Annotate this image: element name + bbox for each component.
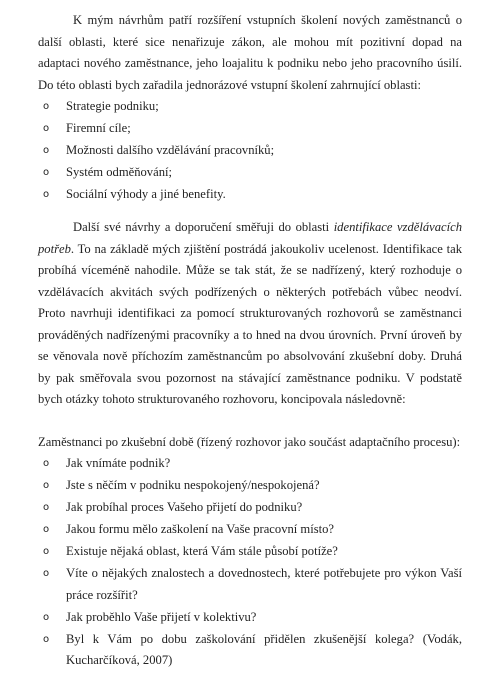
bullet-icon: o [43,480,50,491]
bullet-icon: o [43,633,50,645]
bullet-icon: o [43,167,50,178]
list-item: o Jakou formu mělo zaškolení na Vaše pracovní místo? [38,519,462,541]
list-item: o Možnosti dalšího vzdělávání pracovníků; [38,140,462,162]
list-item: o Jak probíhal proces Vašeho přijetí do podniku? [38,497,462,519]
document-page [38,10,462,672]
bullet-icon: o [43,458,50,469]
bullet-icon: o [43,568,50,579]
list-item: o Jste s něčím v podniku nespokojený/nespokojená? [38,475,462,497]
section-title: Zaměstnanci po zkušební době (řízený rozhovor jako součást adaptačního procesu): [38,434,461,449]
bullet-icon: o [43,101,50,112]
bullet-icon: o [43,123,50,134]
list-item: o Sociální výhody a jiné benefity. [38,184,462,206]
bullet-icon: o [43,546,50,557]
paragraph-needs-identification: Další své návrhy a doporučení směřuji do oblasti identifikace vzdělávacích potřeb. To na základě mých zjištění postrádá jakoukoliv ucelenost. Identifikace tak probíhá víceméně nahodile. Může se tak stát, že se nadřízený, který rozhoduje o vzdělávacích akvitách svých podřízených o některých potřebách vůbec neodví. Proto navrhuji identifikaci za pomocí strukturovaných rozhovorů se zaměstnanci prováděných nadřízenými pracovníky a to hned na dvou úrovních. První úroveň by se věnovala nově příchozím zaměstnancům po absolvování zkušební doby. Druhá by pak směřovala svou pozornost na stávající zaměstnance podniku. V podstatě bych otázky tohoto strukturovaného rozhovoru, koncipovala následovně: [38,220,462,406]
list-item: o Firemní cíle; [38,118,462,140]
list-item: o Jak vnímáte podnik? [38,453,462,475]
bullet-icon: o [43,524,50,535]
paragraph-training-proposals: K mým návrhům patří rozšíření vstupních školení nových zaměstnanců o další oblasti, které sice nenařizuje zákon, ale mohou mít pozitivní dopad na adaptaci nového zaměstnance, jeho loajalitu k podniku nebo jeho pracovního úsilí. Do této oblasti bych zařadila jednorázové vstupní školení zahrnující oblasti: [38,13,462,92]
bullet-icon: o [43,502,50,513]
list-item: o Strategie podniku; [38,96,462,118]
list-item: o Systém odměňování; [38,162,462,184]
bullet-icon: o [43,611,50,623]
list-item: o Víte o nějakých znalostech a dovednostech, které potřebujete pro výkon Vaší práce rozšířit? [38,563,462,606]
spacer [38,206,462,217]
list-item: o Existuje nějaká oblast, která Vám stále působí potíže? [38,541,462,563]
spacer [38,411,462,432]
interview-questions-list [38,453,462,672]
list-item: o Byl k Vám po dobu zaškolování přidělen zkušenější kolega? (Vodák, Kucharčíková, 2007) [38,629,462,672]
bullet-icon: o [43,145,50,156]
emphasis-text: identifikace vzdělávacích potřeb [38,220,462,256]
list-item: o Jak proběhlo Vaše přijetí v kolektivu? [38,607,462,629]
training-areas-list [38,96,462,206]
bullet-icon: o [43,189,50,200]
